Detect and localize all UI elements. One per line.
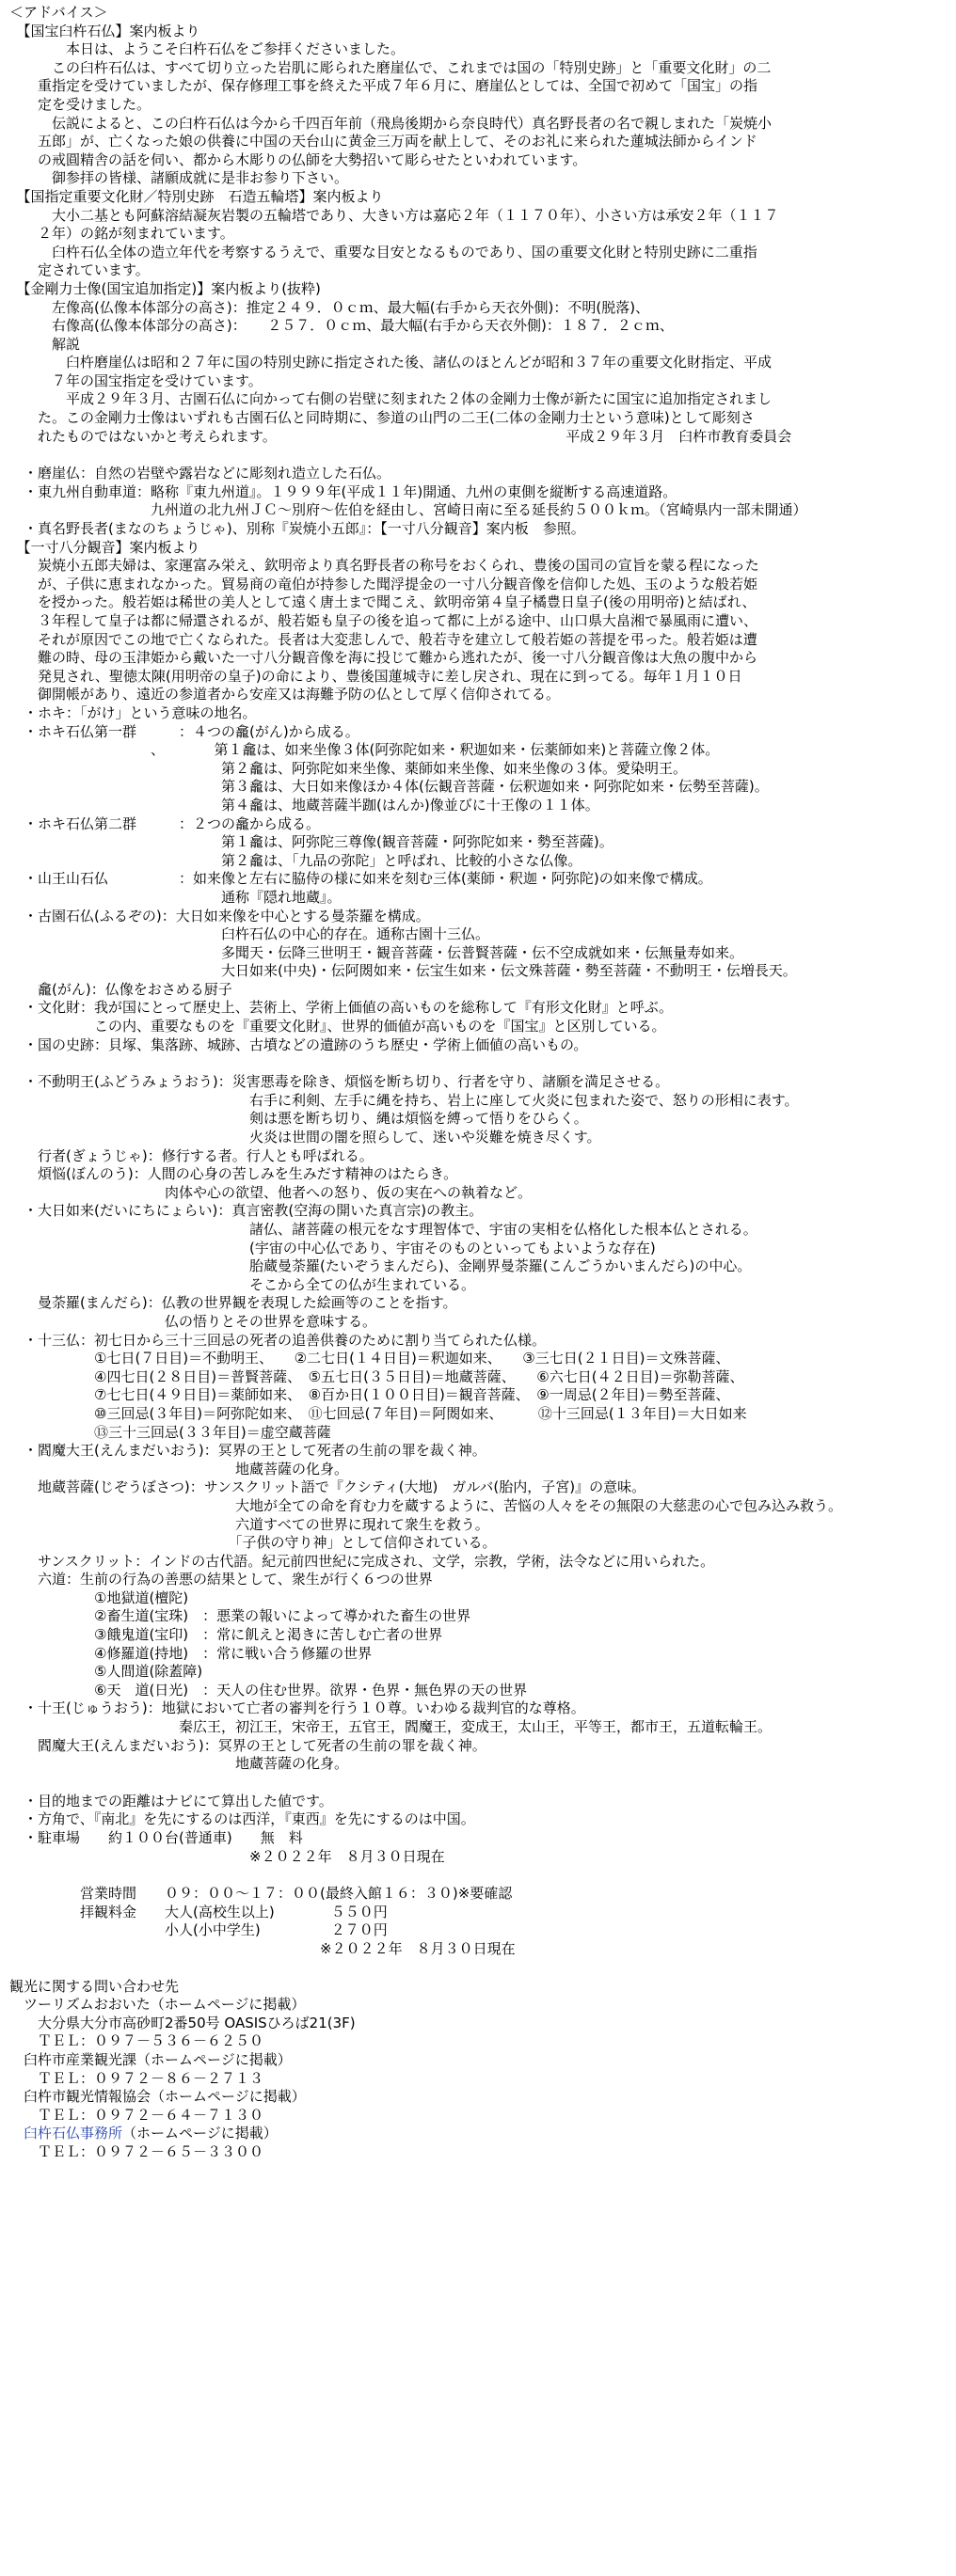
text-line: 六道すべての世界に現れて衆生を救う。 — [9, 1515, 489, 1533]
text-line: ・十王(じゅうおう)：地獄において亡者の審判を行う１０尊。いわゆる裁判官的な尊格。 — [9, 1699, 585, 1717]
text-line: ・駐車場 約１００台(普通車) 無 料 — [9, 1829, 303, 1846]
text-line: この臼杵石仏は、すべて切り立った岩肌に彫られた磨崖仏で、これまでは国の「特別史跡」と「重要文化財」の二 — [9, 58, 772, 76]
text-line: 平成２９年３月、古園石仏に向かって右側の岩壁に刻まれた２体の金剛力士像が新たに国宝に追加指定されまし — [9, 390, 773, 408]
text-line: ⑥天 道(日光) ：天人の住む世界。欲界・色界・無色界の天の世界 — [9, 1681, 528, 1699]
text-line: ・国の史跡：貝塚、集落跡、城跡、古墳などの遺跡のうち歴史・学術上価値の高いもの。 — [9, 1035, 588, 1053]
text-line: 定されています。 — [9, 261, 150, 279]
text-line: 地蔵菩薩(じぞうぼさつ)：サンスクリット語で『クシティ(大地) ガルバ(胎内，子宮)』の意味。 — [9, 1478, 646, 1496]
text-line: 第２龕は、「九品の弥陀」と呼ばれ、比較的小さな仏像。 — [9, 851, 582, 869]
text-line: を授かった。般若姫は稀世の美人として遠く唐土まで聞こえ、欽明帝第４皇子橘豊日皇子(後の用明帝)と結ばれ、 — [9, 593, 757, 611]
text-line: この内、重要なものを『重要文化財』、世界的価値が高いものを『国宝』と区別している。 — [9, 1018, 666, 1035]
usuki-sekibutsu-office-tel: ＴＥＬ：０９７２－６５－３３００ — [9, 2142, 264, 2160]
text-line: ①七日(７日目)＝不動明王、 ②二七日(１４日目)＝釈迦如来、 ③三七日(２１日目)＝文殊菩薩、 — [9, 1350, 730, 1367]
text-line: 行者(ぎょうじゃ)：修行する者。行人とも呼ばれる。 — [9, 1146, 374, 1164]
text-line: ・不動明王(ふどうみょうおう)：災害悪毒を除き、煩悩を断ち切り、行者を守り、諸願を満足させる。 — [9, 1073, 670, 1091]
text-line: そこから全ての仏が生まれている。 — [9, 1275, 476, 1293]
text-line: 営業時間 ０９：００～１７：００(最終入館１６：３０)※要確認 — [9, 1885, 513, 1903]
text-line: 重指定を受けていましたが、保存修理工事を終えた平成７年６月に、磨崖仏としては、全国で初めて「国宝」の指 — [9, 77, 758, 95]
text-line: れたものではないかと考えられます。 平成２９年３月 臼杵市教育委員会 — [9, 427, 792, 445]
text-line: ７年の国宝指定を受けています。 — [9, 371, 263, 389]
text-line: の戒圓精舎の話を伺い、都から木彫りの仏師を大勢招いて彫らせたといわれています。 — [9, 150, 587, 168]
text-line: ⑬三十三回忌(３３年目)＝虚空蔵菩薩 — [9, 1423, 331, 1441]
text-line: 炭焼小五郎夫婦は、家運富み栄え、欽明帝より真名野長者の称号をおくられ、豊後の国司の宣旨を蒙る程になった — [9, 557, 759, 575]
text-line — [9, 1774, 950, 1793]
text-line: 地蔵菩薩の化身。 — [9, 1460, 349, 1478]
usuki-sekibutsu-office-link[interactable]: 臼杵石仏事務所 — [24, 2125, 123, 2142]
text-line: 【金剛力士像(国宝追加指定)】案内板より(抜粋) — [9, 279, 321, 297]
text-line: 御開帳があり、遠近の参道者から安産又は海難予防の仏として厚く信仰されてる。 — [9, 686, 561, 703]
text-line — [9, 1959, 950, 1978]
text-line: ※２０２２年 ８月３０日現在 — [9, 1939, 516, 1957]
text-line: ３年程して皇子は都に帰還されるが、般若姫も皇子の後を追って都に上がる途中、山口県大畠湘で暴風雨に遭い、 — [9, 612, 758, 629]
text-line: それが原因でこの地で亡くなられた。長者は大変悲しんで、般若寺を建立して般若姫の菩提を弔った。般若姫は遭 — [9, 630, 757, 648]
text-line: ・目的地までの距離はナビにて算出した値です。 — [9, 1792, 333, 1810]
usuki-sekibutsu-office-note: （ホームページに掲載） — [122, 2125, 278, 2142]
text-line: 火炎は世間の闇を照らして、迷いや災難を焼き尽くす。 — [9, 1129, 601, 1146]
text-line: ・磨崖仏：自然の岩壁や露岩などに彫刻れ造立した石仏。 — [9, 465, 391, 482]
text-line: ・閻魔大王(えんまだいおう)：冥界の王として死者の生前の罪を裁く神。 — [9, 1442, 486, 1460]
text-line: 右手に利剣、左手に縄を持ち、岩上に座して火炎に包まれた姿で、怒りの形相に表す。 — [9, 1091, 799, 1109]
text-line: ⑤人間道(除蓋障) — [9, 1663, 203, 1681]
text-line: 解説 — [9, 335, 81, 353]
text-line: 大小二基とも阿蘇溶結凝灰岩製の五輪塔であり、大きい方は嘉応２年（１１７０年）、小さい方は承安２年（１１７ — [9, 206, 779, 224]
text-line: ＴＥＬ：０９７２－６４－７１３０ — [9, 2106, 264, 2124]
text-line: 臼杵石仏の中心的存在。通称古園十三仏。 — [9, 925, 490, 943]
text-line: 【国宝臼杵石仏】案内板より — [9, 22, 200, 40]
text-line: 第１龕は、阿弥陀三尊像(観音菩薩・阿弥陀如来・勢至菩薩)。 — [9, 833, 613, 851]
text-line: 曼荼羅(まんだら)：仏教の世界観を表現した絵画等のことを指す。 — [9, 1294, 457, 1312]
text-line: ④四七日(２８日目)＝普賢菩薩、 ⑤五七日(３５日目)＝地蔵菩薩、 ⑥六七日(４２日目)＝弥勒菩薩、 — [9, 1367, 744, 1385]
text-line: ・文化財：我が国にとって歴史上、芸術上、学術上価値の高いものを総称して『有形文化財』と呼ぶ。 — [9, 999, 674, 1017]
text-line: 胎蔵曼荼羅(たいぞうまんだら)、金剛界曼荼羅(こんごうかいまんだら)の中心。 — [9, 1257, 752, 1275]
text-line: 九州道の北九州ＪＣ～別府～佐伯を経由し、宮崎日南に至る延長約５００ｋｍ。（宮崎県内一部未開通） — [9, 501, 807, 519]
text-line: ＴＥＬ：０９７２－８６－２７１３ — [9, 2069, 264, 2087]
text-line: 伝説によると、この臼杵石仏は今から千四百年前（飛鳥後期から奈良時代）真名野長者の名で親しまれた「炭焼小 — [9, 114, 773, 132]
text-line: 龕(がん)：仏像をおさめる厨子 — [9, 980, 232, 998]
text-line: ②畜生道(宝珠) ：悪業の報いによって導かれた畜生の世界 — [9, 1607, 471, 1625]
text-line: 観光に関する問い合わせ先 — [9, 1977, 180, 1995]
text-line: 多聞天・伝降三世明王・観音菩薩・伝普賢菩薩・伝不空成就如来・伝無量寿如来。 — [9, 943, 744, 961]
text-line: 閻魔大王(えんまだいおう)：冥界の王として死者の生前の罪を裁く神。 — [9, 1736, 486, 1754]
text-line: た。この金剛力士像はいずれも古園石仏と同時期に、参道の山門の二王(二体の金剛力士という意味)として彫刻さ — [9, 409, 755, 427]
text-line: 御参拝の皆様、諸願成就に是非お参り下さい。 — [9, 169, 349, 187]
text-line: ・古園石仏(ふるぞの)：大日如来像を中心とする曼荼羅を構成。 — [9, 907, 430, 925]
text-line: 第３龕は、大日如来像ほか４体(伝観音菩薩・伝釈迦如来・阿弥陀如来・伝勢至菩薩)。 — [9, 778, 769, 796]
text-line: 諸仏、諸菩薩の根元をなす理智体で、宇宙の実相を仏格化した根本仏とされる。 — [9, 1221, 757, 1238]
text-line: 小人(小中学生) ２７０円 — [9, 1921, 388, 1939]
text-line: 仏の悟りとその世界を意味する。 — [9, 1312, 377, 1330]
text-line: ２年）の銘が刻まれています。 — [9, 225, 234, 243]
text-line: 【国指定重要文化財／特別史跡 石造五輪塔】案内板より — [9, 187, 384, 205]
text-line: ・山王山石仏 ：如来像と左右に脇侍の様に如来を刻む三体(薬師・釈迦・阿弥陀)の如来像で構成。 — [9, 870, 712, 888]
text-line: ・大日如来(だいにちにょらい)：真言密教(空海の開いた真言宗)の教主。 — [9, 1202, 484, 1220]
contact-usuki-sekibutsu-office — [9, 2125, 950, 2143]
text-line: 臼杵磨崖仏は昭和２７年に国の特別史跡に指定された後、諸仏のほとんどが昭和３７年の重要文化財指定、平成 — [9, 354, 773, 371]
text-line: 剣は悪を断ち切り、縄は煩悩を縛って悟りをひらく。 — [9, 1110, 588, 1128]
text-line: 臼杵市観光情報協会（ホームページに掲載） — [9, 2088, 306, 2106]
text-line: ツーリズムおおいた（ホームページに掲載） — [9, 1996, 306, 2014]
text-line: 第４龕は、地蔵菩薩半跏(はんか)像並びに十王像の１１体。 — [9, 796, 599, 814]
text-line: ①地獄道(檀陀) — [9, 1588, 189, 1606]
text-line: 肉体や心の欲望、他者への怒り、仮の実在への執着など。 — [9, 1183, 533, 1201]
text-line: 右像高(仏像本体部分の高さ)： ２５７．０ｃｍ、最大幅(右手から天衣外側)：１８７．２ｃｍ、 — [9, 317, 674, 335]
text-line: サンスクリット：インドの古代語。紀元前四世紀に完成され、文学，宗教，学術，法令などに用いられた。 — [9, 1552, 715, 1570]
text-line: 大分県大分市高砂町2番50号 OASISひろば21(3F) — [9, 2014, 356, 2031]
text-line: 臼杵石仏全体の造立年代を考察するうえで、重要な目安となるものであり、国の重要文化財と特別史跡に二重指 — [9, 243, 757, 261]
text-line: 発見され、聖徳太陳(用明帝の皇子)の命により、豊後国蓮城寺に差し戻され、現在に到ってる。毎年１月１０日 — [9, 667, 742, 685]
text-line: ⑦七七日(４９日目)＝薬師如来、 ⑧百か日(１００日目)＝観音菩薩、 ⑨一周忌(２年目)＝勢至菩薩、 — [9, 1386, 730, 1404]
text-line: ・ホキ石仏第二群 ：２つの龕から成る。 — [9, 814, 321, 832]
document-body — [9, 23, 950, 2126]
text-line: ・ホキ石仏第一群 ：４つの龕(がん)から成る。 — [9, 722, 359, 740]
text-line: 「子供の守り神」として信仰されている。 — [9, 1534, 497, 1552]
advice-header: ＜アドバイス＞ — [9, 4, 108, 21]
text-line: ・十三仏：初七日から三十三回忌の死者の追善供養のために割り当てられた仏様。 — [9, 1331, 547, 1349]
text-line — [9, 1866, 950, 1885]
text-line: ・真名野長者(まなのちょうじゃ)、別称『炭焼小五郎』：【一寸八分観音】案内板 参照。 — [9, 520, 585, 538]
text-line: 、 第１龕は、如来坐像３体(阿弥陀如来・釈迦如来・伝薬師如来)と菩薩立像２体。 — [9, 741, 720, 759]
text-line — [9, 446, 950, 465]
text-line: 【一寸八分観音】案内板より — [9, 538, 200, 556]
text-line: ・方角で、『南北』を先にするのは西洋，『東西』を先にするのは中国。 — [9, 1810, 475, 1828]
text-line: ＴＥＬ：０９７－５３６－６２５０ — [9, 2032, 264, 2050]
text-line: 難の時、母の玉津姫から戴いた一寸八分観音像を海に投じて難から逃れたが、後一寸八分観音像は大魚の腹中から — [9, 649, 758, 667]
text-line: 煩悩(ぼんのう)：人間の心身の苦しみを生みだす精神のはたらき。 — [9, 1165, 458, 1183]
text-line: ・ホキ：「がけ」という意味の地名。 — [9, 703, 257, 721]
text-line: (宇宙の中心仏であり、宇宙そのものといってもよいような存在) — [9, 1239, 656, 1256]
text-line: 大地が全ての命を育む力を蔵するように、苦悩の人々をその無限の大慈悲の心で包み込み救う。 — [9, 1496, 843, 1514]
text-line: ⑩三回忌(３年目)＝阿弥陀如来、 ⑪七回忌(７年目)＝阿閦如来、 ⑫十三回忌(１３年目)＝大日如来 — [9, 1404, 747, 1422]
text-line: 大日如来(中央)・伝阿閦如来・伝宝生如来・伝文殊菩薩・勢至菩薩・不動明王・伝増長天。 — [9, 962, 797, 980]
text-line: が、子供に恵まれなかった。貿易商の竜伯が持参した聞浮提金の一寸八分観音像を信仰した処、玉のような般若姫 — [9, 575, 758, 593]
text-line: ③餓鬼道(宝印) ：常に飢えと渇きに苦しむ亡者の世界 — [9, 1626, 443, 1644]
text-line: ※２０２２年 ８月３０日現在 — [9, 1847, 445, 1865]
text-line: 第２龕は、阿弥陀如来坐像、薬師如来坐像、如来坐像の３体。愛染明王。 — [9, 759, 688, 777]
text-line: 地蔵菩薩の化身。 — [9, 1755, 349, 1773]
text-line — [9, 1054, 950, 1073]
text-line: ・東九州自動車道：略称『東九州道』。１９９９年(平成１１年)開通、九州の東側を縦断する高速道路。 — [9, 482, 677, 500]
text-line: 秦広王，初江王，宋帝王，五官王，閻魔王，変成王，太山王，平等王，都市王，五道転輪王。 — [9, 1718, 773, 1736]
text-line: ④修羅道(持地) ：常に戦い合う修羅の世界 — [9, 1644, 373, 1662]
text-line: 左像高(仏像本体部分の高さ)：推定２４９．０ｃｍ、最大幅(右手から天衣外側)：不明(脱落)、 — [9, 298, 650, 316]
text-line: 臼杵市産業観光課（ホームページに掲載） — [9, 2050, 292, 2068]
text-line: 六道：生前の行為の善悪の結果として、衆生が行く６つの世界 — [9, 1571, 433, 1588]
text-line: 定を受けました。 — [9, 95, 151, 113]
text-line: 拝観料金 大人(高校生以上) ５５０円 — [9, 1903, 388, 1920]
text-line: 五郎」が、亡くなった娘の供養に中国の天台山に黄金三万両を献上して、そのお礼に来られた蓮城法師からインド — [9, 133, 757, 150]
text-line: 本日は、ようこそ臼杵石仏をご参拝くださいました。 — [9, 40, 406, 58]
text-line: 通称『隠れ地蔵』。 — [9, 888, 342, 906]
